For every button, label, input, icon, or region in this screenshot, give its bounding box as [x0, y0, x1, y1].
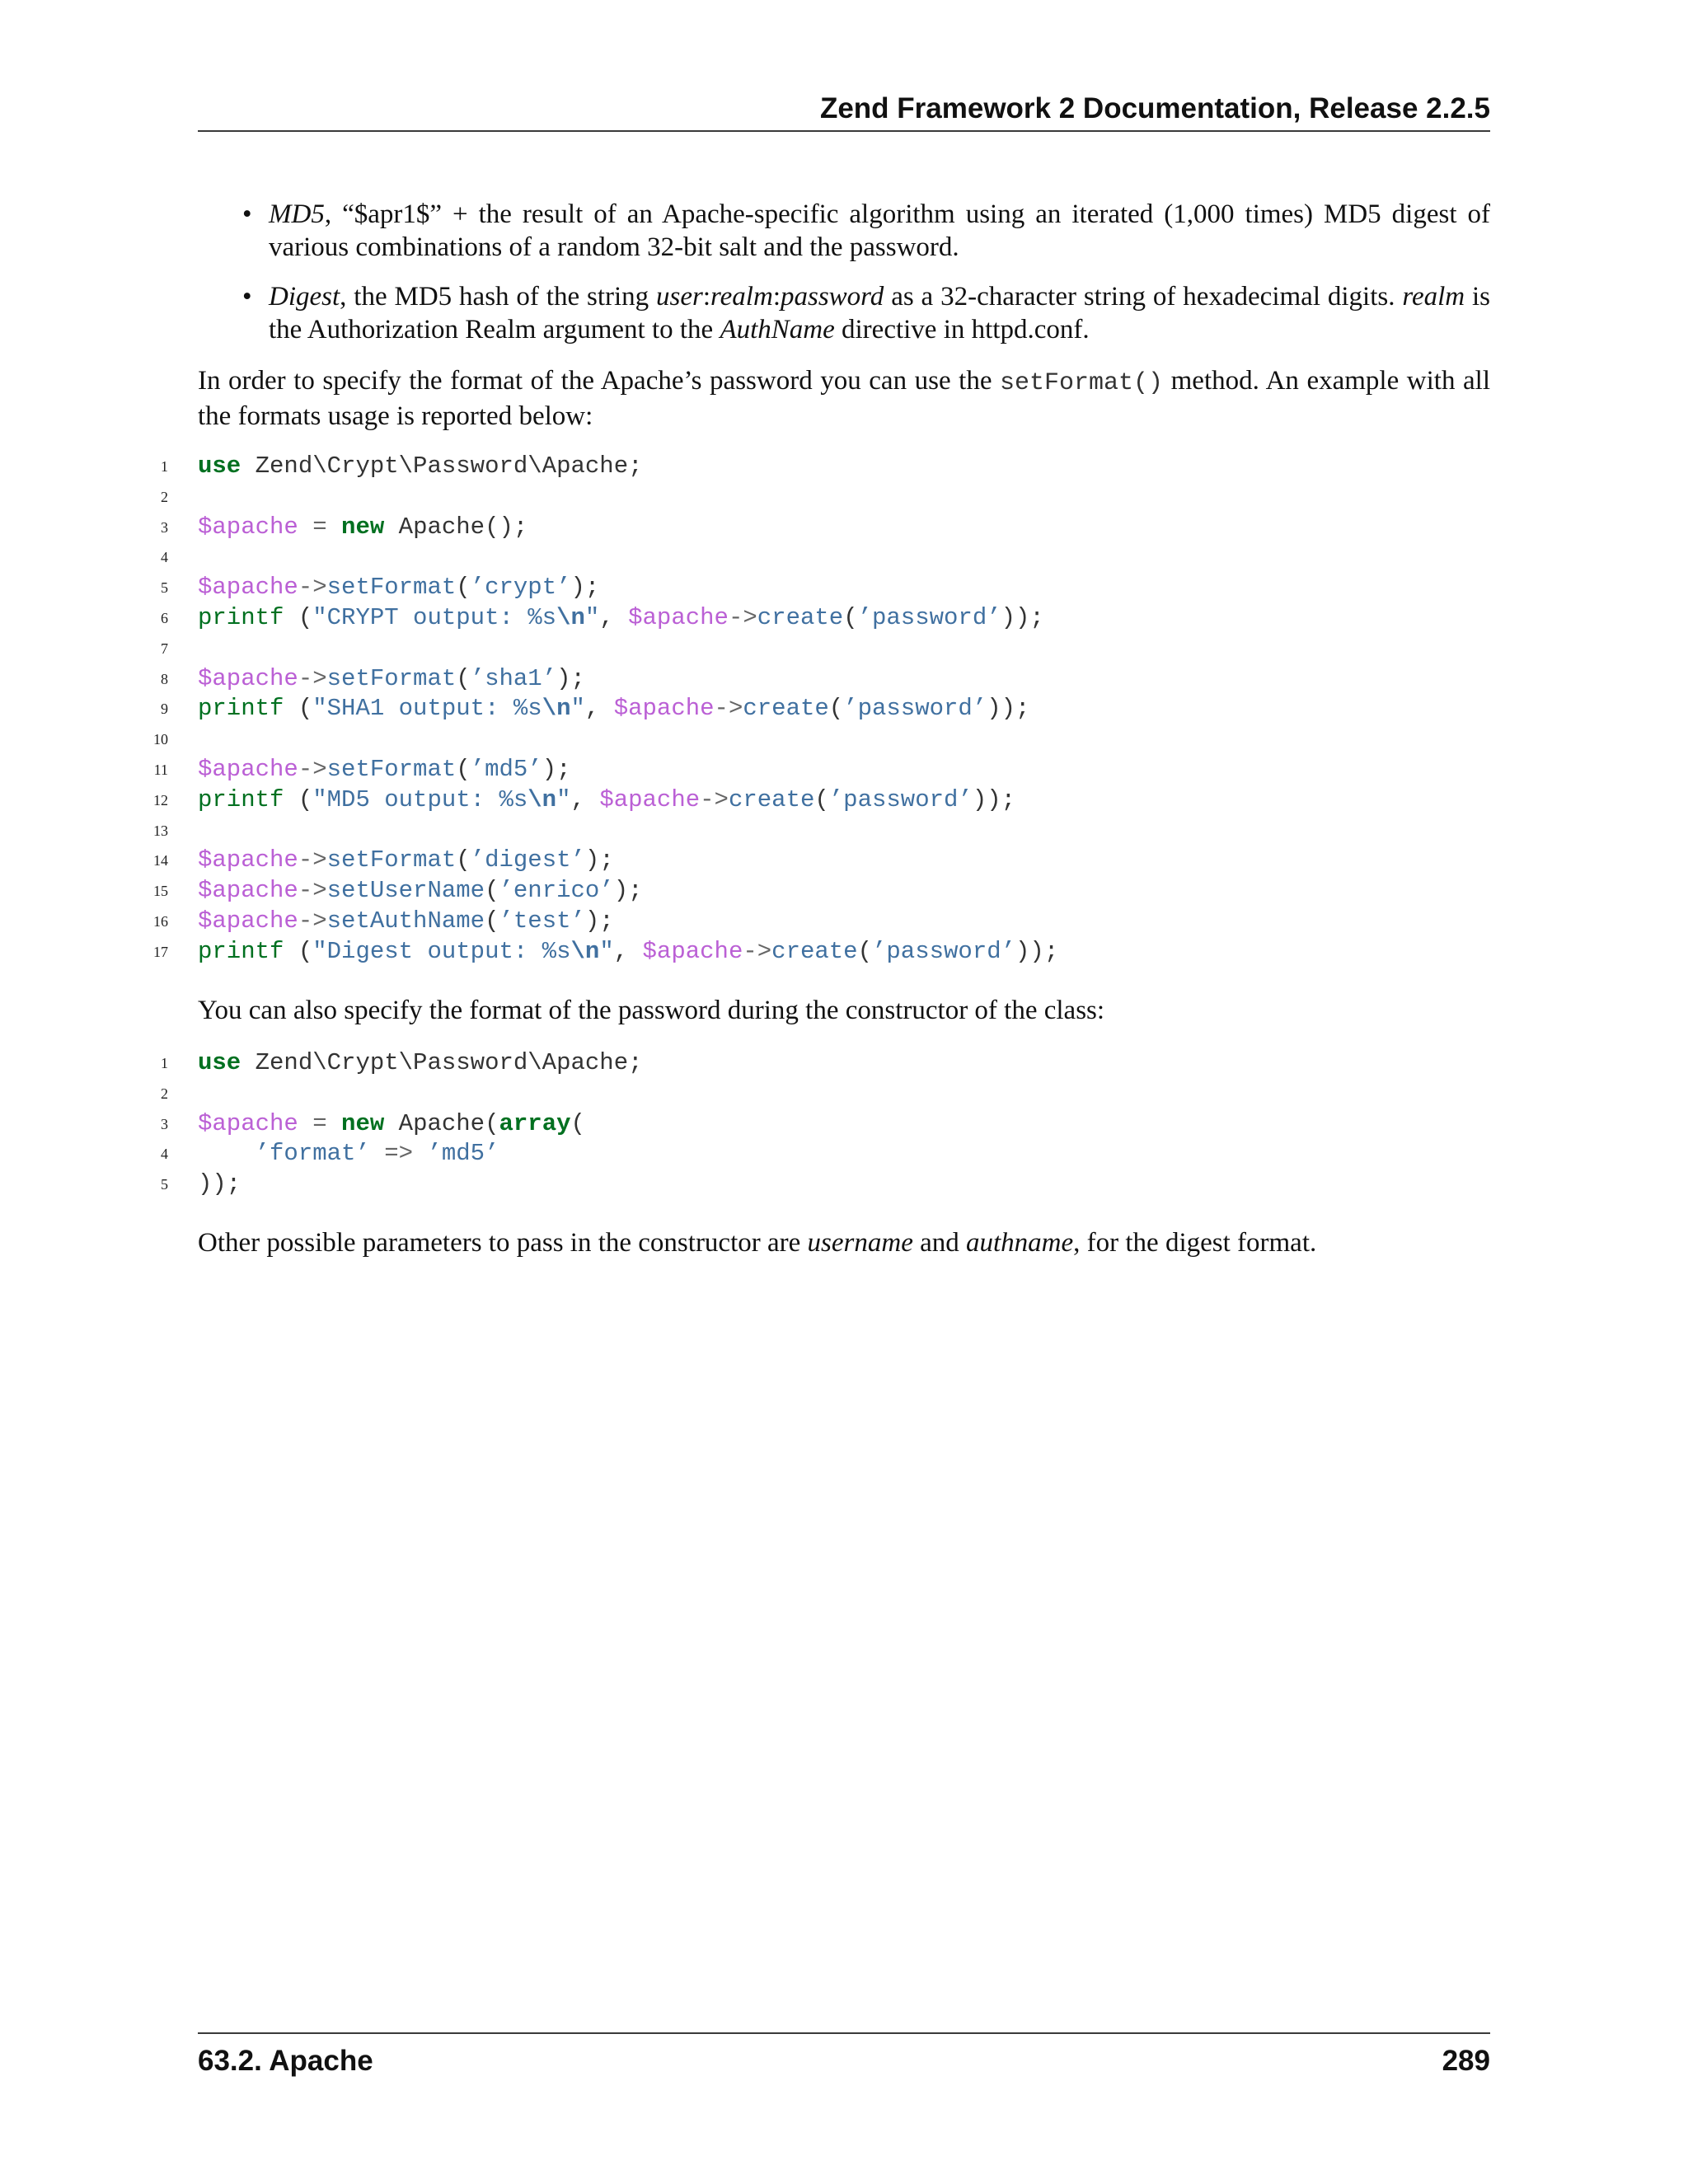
code-token: printf	[198, 603, 284, 631]
constructor-paragraph	[198, 994, 1490, 1027]
code-token: (	[284, 695, 313, 723]
code-token: printf	[198, 937, 284, 965]
emphasis: username	[807, 1228, 913, 1258]
code-token: $apache	[198, 513, 298, 541]
code-token: create	[728, 785, 815, 813]
digest-text: is the Authorization Realm argument to the	[269, 282, 1490, 344]
format-list	[239, 198, 1490, 363]
code-token: );	[542, 755, 571, 783]
code-token: "	[556, 785, 571, 813]
code-line	[148, 1048, 1500, 1079]
code-token: ’sha1’	[470, 664, 557, 692]
code-token: =>	[369, 1140, 428, 1168]
code-text	[198, 846, 614, 876]
line-number: 1	[161, 1055, 168, 1071]
code-line	[148, 542, 1500, 573]
code-token: $apache	[198, 1109, 298, 1137]
code-line	[148, 816, 1500, 846]
code-token: $apache	[198, 574, 298, 602]
code-line	[148, 634, 1500, 664]
code-token: ,	[584, 695, 614, 723]
code-line	[148, 785, 1500, 816]
code-text	[198, 1048, 643, 1079]
code-text	[198, 664, 585, 695]
list-item-md5	[239, 198, 1490, 264]
code-token: ’password’	[857, 603, 1001, 631]
bullet-icon: •	[242, 282, 252, 312]
code-line	[148, 846, 1500, 876]
code-token: (	[570, 1109, 585, 1137]
line-number: 2	[161, 1085, 168, 1102]
code-line	[148, 694, 1500, 724]
code-line	[148, 876, 1500, 907]
code-text	[198, 876, 643, 907]
code-token: $apache	[628, 603, 729, 631]
code-line	[148, 664, 1500, 695]
code-token: ’enrico’	[499, 877, 614, 905]
line-number: 6	[161, 609, 168, 626]
code-text	[198, 603, 1044, 634]
code-token: (	[828, 695, 844, 723]
code-token: \n	[570, 937, 600, 965]
paragraph-text: You can also specify the format of the password during the constructor of the class:	[198, 996, 1105, 1025]
md5-description: , “$apr1$” + the result of an Apache-specific algorithm using an iterated (1,000 times) MD5 digest of various combinations of a random 32-bit salt and the password.	[269, 199, 1490, 262]
code-token: ->	[298, 574, 327, 602]
separator: :	[702, 282, 711, 312]
digest-text: , the MD5 hash of the string	[340, 282, 657, 312]
line-number: 17	[153, 943, 168, 960]
code-token: ’password’	[843, 695, 987, 723]
code-token: setFormat	[326, 846, 457, 874]
code-token: );	[570, 574, 600, 602]
code-text	[198, 755, 571, 785]
term-digest: Digest	[269, 282, 340, 312]
code-token: (	[284, 785, 313, 813]
code-token: "SHA1 output: %s	[312, 695, 542, 723]
code-token: ->	[298, 877, 327, 905]
code-token: "Digest output: %s	[312, 937, 571, 965]
code-text	[198, 1169, 241, 1200]
code-token: (	[456, 664, 471, 692]
code-token: new	[341, 1109, 385, 1137]
code-text	[198, 573, 599, 603]
code-token: ->	[743, 937, 772, 965]
code-token: \n	[556, 603, 585, 631]
code-token: Apache(	[384, 1109, 499, 1137]
code-token: "	[570, 695, 585, 723]
inline-code: setFormat()	[1000, 369, 1164, 397]
line-number: 5	[161, 1176, 168, 1193]
line-number: 7	[161, 640, 168, 657]
paragraph-text: and	[912, 1228, 966, 1258]
emphasis: authname	[966, 1228, 1074, 1258]
code-token: ,	[599, 603, 629, 631]
line-number: 11	[153, 761, 168, 778]
code-line	[148, 937, 1500, 968]
line-number: 12	[153, 791, 168, 808]
line-number: 15	[153, 883, 168, 900]
code-token: (	[456, 846, 471, 874]
line-number: 1	[161, 458, 168, 475]
code-token: ’password’	[872, 937, 1016, 965]
code-token: );	[556, 664, 585, 692]
emphasis: user	[656, 282, 703, 312]
code-token: ->	[298, 664, 327, 692]
code-text	[198, 452, 643, 482]
line-number: 10	[153, 731, 168, 748]
code-token: new	[341, 513, 385, 541]
code-token: create	[771, 937, 858, 965]
code-token: ));	[972, 785, 1016, 813]
paragraph-text: Other possible parameters to pass in the constructor are	[198, 1228, 808, 1258]
code-line	[148, 452, 1500, 482]
code-token: $apache	[599, 785, 701, 813]
code-token: setFormat	[326, 664, 457, 692]
code-token: array	[499, 1109, 571, 1137]
code-token: Apache();	[384, 513, 528, 541]
digest-text: as a 32-character string of hexadecimal digits.	[884, 282, 1403, 312]
line-number: 9	[161, 701, 168, 718]
code-token: =	[298, 1109, 342, 1137]
code-token: ’crypt’	[470, 574, 571, 602]
emphasis: realm	[710, 282, 773, 312]
emphasis: password	[780, 282, 884, 312]
code-token: use	[198, 452, 241, 480]
header-title: Zend Framework 2 Documentation, Release 2.2.5	[819, 92, 1490, 124]
separator: :	[772, 282, 781, 312]
line-number: 5	[161, 579, 168, 597]
list-item-digest	[239, 280, 1490, 346]
term-md5: MD5	[269, 199, 325, 229]
code-block-constructor	[148, 1048, 1500, 1200]
code-token: "MD5 output: %s	[312, 785, 528, 813]
code-token: (	[485, 877, 499, 905]
code-text	[198, 785, 1015, 816]
intro-paragraph	[198, 364, 1490, 433]
code-token: create	[757, 603, 844, 631]
code-token: (	[284, 603, 313, 631]
code-line	[148, 724, 1500, 755]
line-number: 3	[161, 1115, 168, 1132]
code-token: \n	[542, 695, 571, 723]
code-line	[148, 755, 1500, 785]
code-text	[198, 694, 1029, 724]
code-token: ->	[298, 846, 327, 874]
code-token: ->	[700, 785, 729, 813]
code-token: (	[456, 574, 471, 602]
code-token: setUserName	[326, 877, 485, 905]
code-token: setFormat	[326, 755, 457, 783]
line-number: 14	[153, 852, 168, 869]
code-text	[198, 937, 1058, 968]
code-line	[148, 603, 1500, 634]
code-token: (	[284, 937, 313, 965]
code-token: ));	[198, 1170, 241, 1198]
line-number: 2	[161, 488, 168, 505]
code-token: $apache	[198, 846, 298, 874]
code-token: (	[485, 907, 499, 935]
code-token: $apache	[198, 664, 298, 692]
code-token: );	[613, 877, 643, 905]
code-token: (	[814, 785, 829, 813]
code-token: );	[584, 907, 614, 935]
footer-section: 63.2. Apache	[198, 2045, 373, 2077]
code-line	[148, 1169, 1500, 1200]
code-line	[148, 1079, 1500, 1109]
code-line	[148, 1109, 1500, 1140]
code-token: "	[584, 603, 600, 631]
code-line	[148, 907, 1500, 937]
running-header	[198, 92, 1490, 132]
page-number: 289	[1442, 2045, 1490, 2077]
code-text	[198, 513, 528, 543]
code-token: printf	[198, 785, 284, 813]
code-block-formats	[148, 452, 1500, 968]
code-token: ’digest’	[470, 846, 585, 874]
line-number: 8	[161, 670, 168, 687]
code-token: ’md5’	[427, 1140, 499, 1168]
code-token: $apache	[198, 755, 298, 783]
code-token: ->	[298, 755, 327, 783]
digest-text: directive in httpd.conf.	[834, 315, 1090, 344]
paragraph-text: method. An example with all the formats usage is reported below:	[198, 366, 1490, 431]
code-token: $apache	[613, 695, 715, 723]
code-token: ->	[298, 907, 327, 935]
code-token: create	[743, 695, 829, 723]
code-token: "	[599, 937, 614, 965]
code-token: ,	[570, 785, 600, 813]
emphasis: AuthName	[720, 315, 835, 344]
code-token: (	[857, 937, 872, 965]
bullet-icon: •	[242, 199, 252, 229]
code-token: ’password’	[828, 785, 973, 813]
code-token: ->	[728, 603, 757, 631]
parameters-paragraph	[198, 1226, 1490, 1259]
paragraph-text: In order to specify the format of the Apache’s password you can use the	[198, 366, 1001, 396]
code-token: (	[456, 755, 471, 783]
code-token: ’format’	[198, 1140, 370, 1168]
running-footer	[198, 2032, 1490, 2080]
code-line	[148, 482, 1500, 513]
code-token: $apache	[642, 937, 743, 965]
line-number: 3	[161, 518, 168, 536]
emphasis: realm	[1402, 282, 1465, 312]
code-token: printf	[198, 695, 284, 723]
code-token: ’test’	[499, 907, 585, 935]
code-token: setFormat	[326, 574, 457, 602]
code-token: );	[584, 846, 614, 874]
line-number: 4	[161, 549, 168, 566]
code-token: ));	[1001, 603, 1044, 631]
code-token: use	[198, 1049, 241, 1076]
code-token: ,	[613, 937, 643, 965]
line-number: 16	[153, 912, 168, 930]
code-token: "CRYPT output: %s	[312, 603, 557, 631]
code-text	[198, 1109, 585, 1140]
code-token: ->	[714, 695, 743, 723]
code-text	[198, 907, 614, 937]
code-token: ));	[1015, 937, 1059, 965]
code-token: $apache	[198, 877, 298, 905]
code-token: (	[843, 603, 858, 631]
code-token: Zend\Crypt\Password\Apache;	[241, 452, 643, 480]
code-token: =	[298, 513, 342, 541]
code-line	[148, 1139, 1500, 1169]
code-line	[148, 513, 1500, 543]
code-token: $apache	[198, 907, 298, 935]
line-number: 4	[161, 1146, 168, 1163]
code-token: setAuthName	[326, 907, 485, 935]
paragraph-text: , for the digest format.	[1073, 1228, 1317, 1258]
code-line	[148, 573, 1500, 603]
code-token: ’md5’	[470, 755, 542, 783]
code-token: ));	[987, 695, 1030, 723]
code-text	[198, 1139, 499, 1169]
code-token: Zend\Crypt\Password\Apache;	[241, 1049, 643, 1076]
code-token: \n	[528, 785, 557, 813]
line-number: 13	[153, 822, 168, 839]
